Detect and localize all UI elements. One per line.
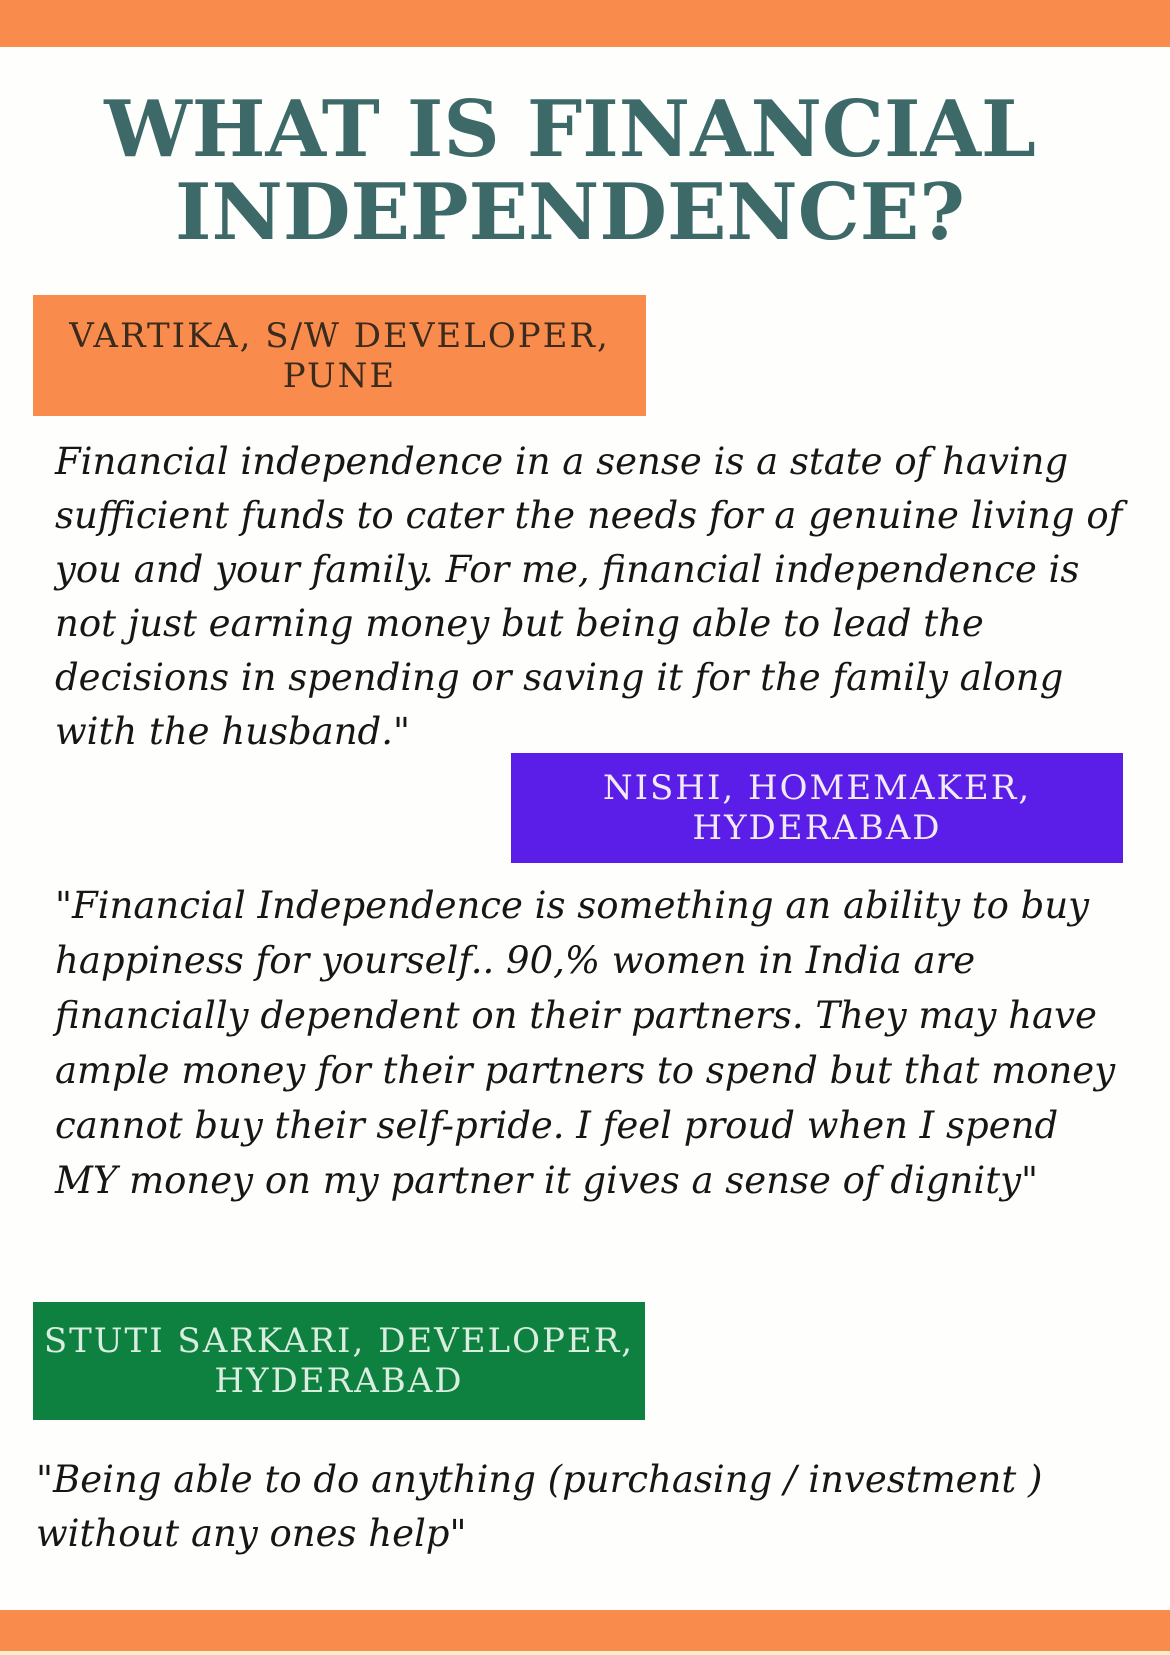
- text-line: sufficient funds to cater the needs for a genuine living of: [55, 494, 1123, 537]
- text-line: happiness for yourself.. 90,% women in India are: [55, 939, 976, 982]
- text-line: STUTI SARKARI, DEVELOPER,: [43, 1321, 635, 1361]
- text-line: MY money on my partner it gives a sense of dignity": [55, 1159, 1039, 1202]
- bottom-accent-bar: [0, 1610, 1170, 1651]
- speaker-label-nishi: [511, 753, 1123, 863]
- text-line: INDEPENDENCE?: [175, 167, 965, 258]
- quote-nishi: [55, 878, 1115, 1208]
- text-line: financially dependent on their partners. They may have: [55, 994, 1097, 1037]
- text-line: HYDERABAD: [692, 808, 942, 848]
- text-line: "Financial Independence is something an ability to buy: [55, 884, 1090, 927]
- page-title: [0, 84, 1140, 258]
- bottom-cream-strip: [0, 1651, 1170, 1655]
- text-line: ample money for their partners to spend but that money: [55, 1049, 1116, 1092]
- text-line: NISHI, HOMEMAKER,: [602, 768, 1032, 808]
- text-line: decisions in spending or saving it for the family along: [55, 656, 1064, 699]
- text-line: VARTIKA, S/W DEVELOPER,: [69, 315, 610, 356]
- text-line: without any ones help": [36, 1512, 467, 1555]
- top-accent-bar: [0, 0, 1170, 47]
- text-line: "Being able to do anything (purchasing / investment ): [36, 1458, 1043, 1501]
- text-line: not just earning money but being able to lead the: [55, 602, 984, 645]
- text-line: with the husband.": [55, 710, 411, 753]
- text-line: HYDERABAD: [214, 1361, 464, 1401]
- text-line: PUNE: [282, 355, 397, 396]
- text-line: you and your family. For me, financial independence is: [55, 548, 1080, 591]
- quote-vartika: [55, 435, 1123, 759]
- speaker-label-vartika: [33, 295, 646, 416]
- text-line: WHAT IS FINANCIAL: [104, 84, 1036, 175]
- quote-stuti: [36, 1453, 1096, 1561]
- text-line: cannot buy their self-pride. I feel proud when I spend: [55, 1104, 1059, 1147]
- speaker-label-stuti: [33, 1302, 645, 1420]
- text-line: Financial independence in a sense is a state of having: [55, 440, 1069, 483]
